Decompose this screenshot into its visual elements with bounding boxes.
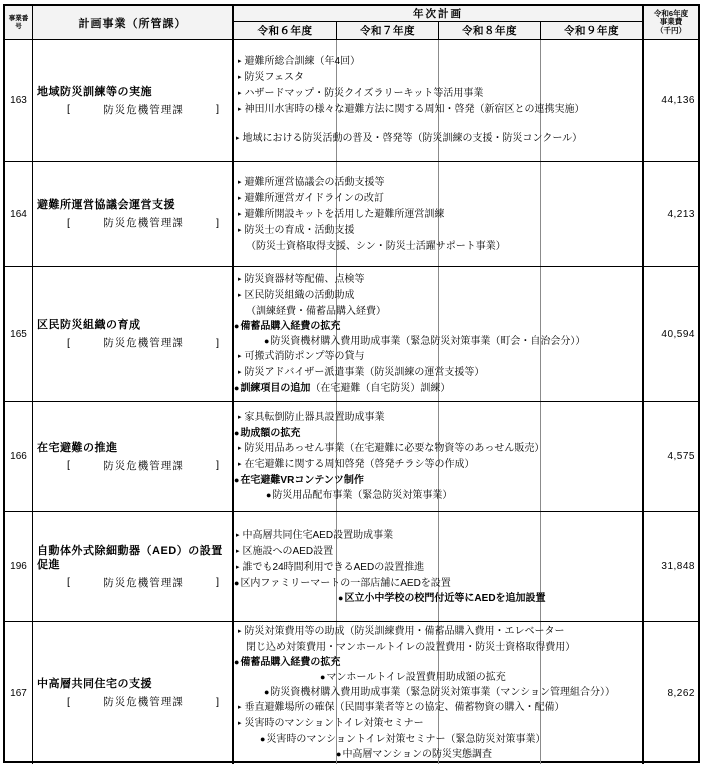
plan-item-text-suffix: （在宅避難（自宅防災）訓練） xyxy=(310,383,451,394)
header-annual-plan-title: 年次計画 xyxy=(234,6,642,22)
header-cost-line3: （千円） xyxy=(656,25,686,35)
plan-table xyxy=(3,4,700,763)
department-bracket: [ xyxy=(67,459,71,471)
plan-item xyxy=(234,457,642,473)
plan-item xyxy=(234,732,642,747)
plan-item xyxy=(234,381,642,396)
project-title: 自動体外式除細動器（AED）の設置促進 xyxy=(37,544,223,571)
project-title: 中高層共同住宅の支援 xyxy=(37,678,152,690)
plan-item xyxy=(234,441,642,457)
plan-item-text: 区立小中学校の校門付近等にAEDを追加設置 xyxy=(344,592,546,604)
plan-item xyxy=(234,576,642,591)
circle-bullet-icon: ● xyxy=(234,321,240,331)
department-bracket: ] xyxy=(216,103,220,115)
project-number: 165 xyxy=(5,267,33,401)
circle-bullet-icon: ● xyxy=(234,428,240,438)
plan-item-text: 地域における防災活動の普及・啓発等（防災訓練の支援・防災コンクール） xyxy=(242,133,583,144)
project-number: 164 xyxy=(5,162,33,266)
circle-bullet-icon: ● xyxy=(338,592,344,603)
header-project-name: 計画事業（所管課） xyxy=(33,6,234,39)
plan-item xyxy=(234,191,642,207)
triangle-bullet-icon: ▸ xyxy=(238,74,242,81)
plan-item-text: 中高層マンションの防災実態調査 xyxy=(342,749,492,760)
plan-item xyxy=(234,365,642,381)
plan-item-text: 避難所総合訓練（年4回） xyxy=(244,56,361,67)
department-bracket: ] xyxy=(216,336,220,349)
triangle-bullet-icon: ▸ xyxy=(238,210,242,218)
triangle-bullet-icon: ▸ xyxy=(238,414,242,421)
project-title-cell xyxy=(33,162,234,266)
department xyxy=(67,458,220,473)
annual-plan-cell xyxy=(234,162,642,266)
triangle-bullet-icon: ▸ xyxy=(236,531,240,539)
plan-item-text: 誰でも24時間利用できるAEDの設置推進 xyxy=(242,561,425,573)
department xyxy=(67,575,220,590)
department-bracket: ] xyxy=(216,695,220,708)
department-name: 防災危機管理課 xyxy=(103,337,184,349)
circle-bullet-icon: ● xyxy=(320,672,326,682)
plan-item xyxy=(234,118,642,131)
plan-item-text: 垂直避難場所の確保（民間事業者等との協定、備蓄物資の購入・配備） xyxy=(244,702,565,713)
plan-item-text: （防災士資格取得支援、シン・防災士活躍サポート事業） xyxy=(246,240,506,252)
department xyxy=(67,102,220,117)
plan-item-text: 可搬式消防ポンプ等の貸与 xyxy=(244,351,365,362)
annual-plan-cell xyxy=(234,402,642,511)
plan-item-text: 避難所開設キットを活用した避難所運営訓練 xyxy=(244,208,445,220)
plan-item-text: 防災用品配布事業（緊急防災対策事業） xyxy=(272,490,453,501)
department xyxy=(67,694,220,709)
triangle-bullet-icon: ▸ xyxy=(238,106,242,113)
project-number: 166 xyxy=(5,402,33,511)
plan-item-text: 防災用品あっせん事業（在宅避難に必要な物資等のあっせん販売） xyxy=(244,443,545,454)
plan-item xyxy=(234,716,642,732)
project-title-cell xyxy=(33,40,234,161)
table-row xyxy=(5,161,698,266)
plan-item xyxy=(234,70,642,86)
department-bracket: [ xyxy=(67,576,71,588)
plan-item-text: マンホールトイレ設置費用助成額の拡充 xyxy=(326,672,506,683)
plan-item xyxy=(234,239,642,254)
circle-bullet-icon: ● xyxy=(336,749,342,759)
plan-item-text: 在宅避難に関する周知啓発（啓発チラシ等の作成） xyxy=(244,459,475,470)
triangle-bullet-icon: ▸ xyxy=(238,704,242,711)
plan-item xyxy=(234,670,642,685)
circle-bullet-icon: ● xyxy=(234,657,240,667)
table-row xyxy=(5,40,698,161)
plan-item xyxy=(234,349,642,365)
triangle-bullet-icon: ▸ xyxy=(236,563,240,571)
annual-plan-cell xyxy=(234,512,642,621)
header-cost-line2: 事業費 xyxy=(659,17,683,27)
project-cost: 44,136 xyxy=(642,40,698,161)
project-title: 避難所運営協議会運営支援 xyxy=(37,199,175,211)
plan-item xyxy=(234,102,642,118)
department-name: 防災危機管理課 xyxy=(103,103,184,116)
project-title-cell xyxy=(33,267,234,401)
header-cost-line1: 令和6年度 xyxy=(653,8,689,18)
plan-item xyxy=(234,410,642,426)
plan-item-text: 防災士の育成・活動支援 xyxy=(244,224,355,236)
plan-item xyxy=(234,560,642,576)
plan-item xyxy=(234,473,642,488)
triangle-bullet-icon: ▸ xyxy=(238,58,242,65)
triangle-bullet-icon: ▸ xyxy=(238,461,242,468)
triangle-bullet-icon: ▸ xyxy=(238,90,242,97)
department-bracket: ] xyxy=(216,576,220,588)
table-row xyxy=(5,401,698,511)
circle-bullet-icon: ● xyxy=(234,577,240,588)
project-number: 196 xyxy=(5,512,33,621)
plan-item-text: 防災フェスタ xyxy=(244,72,305,83)
plan-item-text: 助成額の拡充 xyxy=(240,428,301,439)
plan-item xyxy=(234,175,642,191)
department-name: 防災危機管理課 xyxy=(103,459,184,472)
table-row xyxy=(5,511,698,621)
plan-item xyxy=(234,640,642,655)
plan-item-text: 神田川水害時の様々な避難方法に関する周知・啓発（新宿区との連携実施） xyxy=(244,104,585,115)
plan-item-text: 訓練項目の追加 xyxy=(240,383,311,394)
project-cost: 4,575 xyxy=(642,402,698,511)
department-bracket: [ xyxy=(67,103,71,115)
circle-bullet-icon: ● xyxy=(266,490,272,500)
triangle-bullet-icon: ▸ xyxy=(238,226,242,234)
project-title-cell xyxy=(33,512,234,621)
plan-item-text: 家具転倒防止器具設置助成事業 xyxy=(244,412,385,423)
plan-item-text: 災害時のマンショントイレ対策セミナー（緊急防災対策事業） xyxy=(266,734,546,745)
plan-item xyxy=(234,747,642,762)
annual-plan-cell xyxy=(234,267,642,401)
project-cost: 8,262 xyxy=(642,622,698,764)
department xyxy=(67,335,220,350)
plan-item xyxy=(234,304,642,319)
plan-item-text: 防災資機材購入費用助成事業（緊急防災対策事業（マンション管理組合分）） xyxy=(270,687,615,698)
annual-plan-cell xyxy=(234,40,642,161)
plan-item-text: 避難所運営ガイドラインの改訂 xyxy=(244,192,384,204)
plan-item-text: 在宅避難VRコンテンツ制作 xyxy=(240,475,364,486)
project-cost: 31,848 xyxy=(642,512,698,621)
circle-bullet-icon: ● xyxy=(264,336,270,346)
annual-plan-cell xyxy=(234,622,642,764)
circle-bullet-icon: ● xyxy=(234,383,240,393)
header-annual-plan xyxy=(234,6,642,39)
plan-item xyxy=(234,488,642,503)
plan-item-text: 備蓄品購入経費の拡充 xyxy=(240,657,341,668)
plan-item-text: 区民防災組織の活動助成 xyxy=(244,290,355,301)
circle-bullet-icon: ● xyxy=(260,734,266,744)
table-header xyxy=(5,6,698,40)
project-cost: 40,594 xyxy=(642,267,698,401)
triangle-bullet-icon: ▸ xyxy=(238,369,242,376)
table-row xyxy=(5,266,698,401)
department-bracket: ] xyxy=(216,216,220,229)
triangle-bullet-icon: ▸ xyxy=(238,628,242,635)
project-number: 163 xyxy=(5,40,33,161)
project-number: 167 xyxy=(5,622,33,764)
plan-item-text: 防災資器材等配備、点検等 xyxy=(244,274,365,285)
plan-item xyxy=(234,319,642,334)
project-title: 区民防災組織の育成 xyxy=(37,319,141,331)
department-name: 防災危機管理課 xyxy=(103,696,184,708)
triangle-bullet-icon: ▸ xyxy=(238,194,242,202)
plan-item xyxy=(234,700,642,716)
plan-item xyxy=(234,54,642,70)
header-year-r9: 令和９年度 xyxy=(540,22,642,39)
triangle-bullet-icon: ▸ xyxy=(238,445,242,452)
plan-item xyxy=(234,426,642,441)
plan-item-text: 防災アドバイザー派遣事業（防災訓練の運営支援等） xyxy=(244,367,485,378)
plan-item-text: ハザードマップ・防災クイズラリーキット等活用事業 xyxy=(244,88,484,99)
plan-item xyxy=(234,544,642,560)
circle-bullet-icon: ● xyxy=(234,475,240,485)
plan-item-text: （訓練経費・備蓄品購入経費） xyxy=(246,306,386,317)
plan-item xyxy=(234,655,642,670)
circle-bullet-icon: ● xyxy=(264,687,270,697)
triangle-bullet-icon: ▸ xyxy=(238,276,242,283)
header-year-r8: 令和８年度 xyxy=(438,22,540,39)
plan-item xyxy=(234,685,642,700)
plan-item-text: 区施設へのAED設置 xyxy=(242,545,334,557)
plan-item xyxy=(234,272,642,288)
table-body xyxy=(5,40,698,761)
plan-item-text: 備蓄品購入経費の拡充 xyxy=(240,321,341,332)
project-title: 地域防災訓練等の実施 xyxy=(37,85,152,98)
header-year-row xyxy=(234,22,642,39)
project-title-cell xyxy=(33,402,234,511)
plan-item xyxy=(234,131,642,147)
header-cost xyxy=(642,6,698,39)
header-year-r6: 令和６年度 xyxy=(257,25,313,37)
department xyxy=(67,215,220,230)
header-project-number: 事業番号 xyxy=(5,6,33,39)
triangle-bullet-icon: ▸ xyxy=(238,178,242,186)
plan-item-text: 中高層共同住宅AED設置助成事業 xyxy=(242,529,394,541)
department-bracket: ] xyxy=(216,459,220,471)
plan-item-text: 防災資機材購入費用助成事業（緊急防災対策事業（町会・自治会分）） xyxy=(270,336,586,347)
triangle-bullet-icon: ▸ xyxy=(238,720,242,727)
plan-item-text: 閉じ込め対策費用・マンホールトイレの設置費用・防災士資格取得費用） xyxy=(246,642,576,653)
department-bracket: [ xyxy=(67,216,71,229)
plan-item xyxy=(234,207,642,223)
plan-item xyxy=(234,591,642,606)
project-title: 在宅避難の推進 xyxy=(37,441,118,454)
department-name: 防災危機管理課 xyxy=(103,217,184,229)
triangle-bullet-icon: ▸ xyxy=(236,547,240,555)
project-cost: 4,213 xyxy=(642,162,698,266)
department-bracket: [ xyxy=(67,695,71,708)
plan-item-text: 防災対策費用等の助成（防災訓練費用・備蓄品購入費用・エレベーター xyxy=(244,626,565,637)
plan-item xyxy=(234,86,642,102)
project-title-cell xyxy=(33,622,234,764)
plan-item-text: 区内ファミリーマートの一部店舗にAEDを設置 xyxy=(240,577,451,589)
plan-item-text: 避難所運営協議会の活動支援等 xyxy=(244,176,385,188)
plan-item xyxy=(234,528,642,544)
plan-item xyxy=(234,334,642,349)
triangle-bullet-icon: ▸ xyxy=(238,353,242,360)
triangle-bullet-icon: ▸ xyxy=(236,135,240,142)
header-year-r7: 令和７年度 xyxy=(336,22,438,39)
department-bracket: [ xyxy=(67,336,71,349)
plan-item-text: 災害時のマンショントイレ対策セミナー xyxy=(244,718,424,729)
department-name: 防災危機管理課 xyxy=(103,576,184,589)
table-row xyxy=(5,621,698,761)
triangle-bullet-icon: ▸ xyxy=(238,292,242,299)
plan-item xyxy=(234,288,642,304)
plan-item xyxy=(234,223,642,239)
plan-item xyxy=(234,624,642,640)
